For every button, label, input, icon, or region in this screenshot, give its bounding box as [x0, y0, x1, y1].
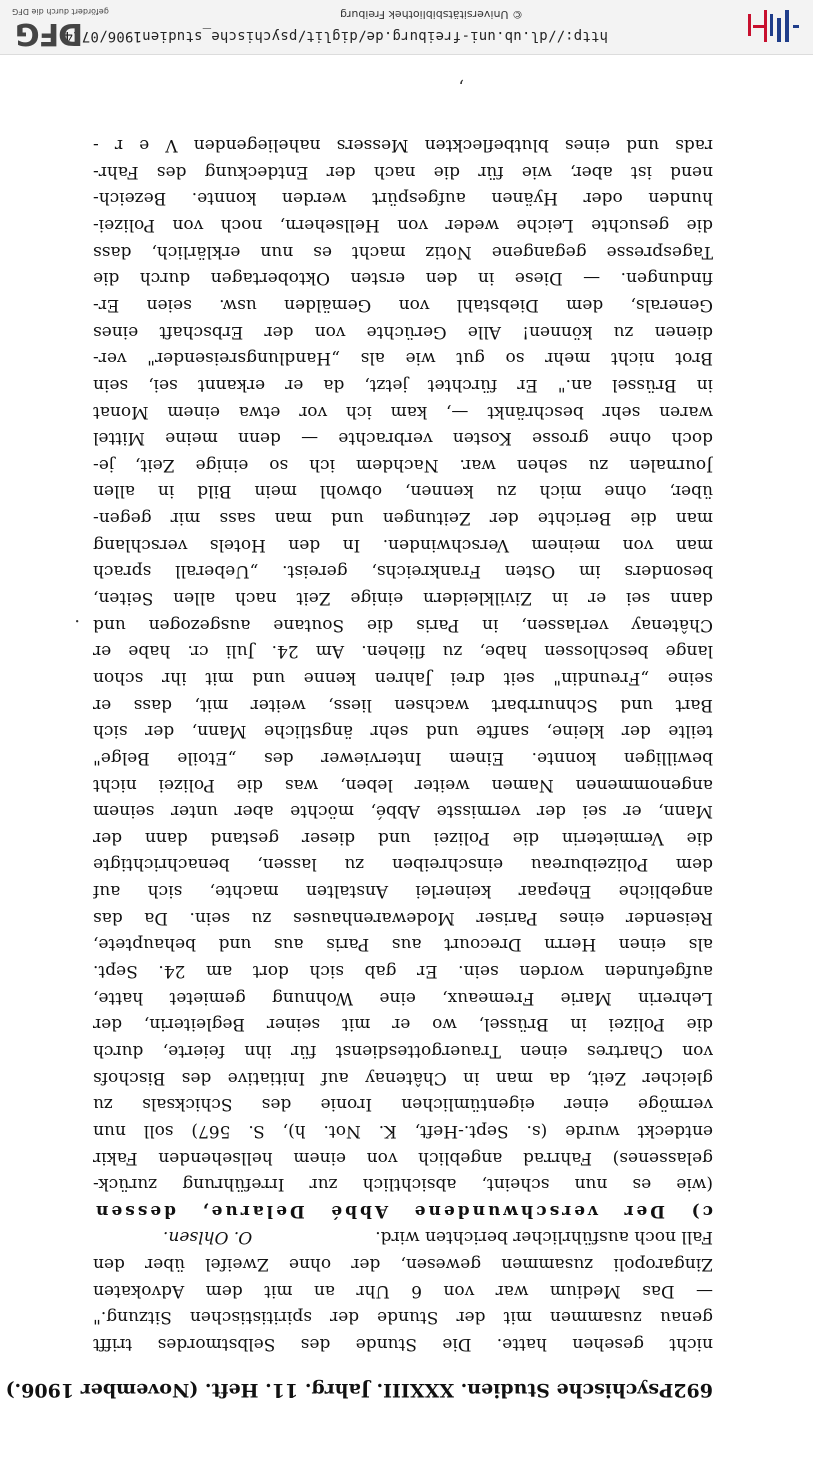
- text-line: seine „Freundin" seit drei Jahren kenne und mit ihr schon: [93, 667, 713, 688]
- dfg-funding-caption: gefördert durch die DFG: [12, 7, 109, 16]
- text-line: Châtenay verlassen, in Paris die Soutane ausgezogen und: [93, 614, 713, 635]
- author-signature: O. Ohlsen.: [163, 1227, 253, 1248]
- text-line: Zingaropoli zusammen gewesen, der ohne Zweifel über den: [93, 1254, 713, 1275]
- text-line: entdeckt wurde (s. Sept.-Heft, K. Not. h), S. 567) soll nun: [93, 1120, 713, 1141]
- dfg-logo-text: DFG: [16, 16, 84, 51]
- text-line: — Das Medium war von 6 Uhr an mit dem Advokaten: [93, 1280, 713, 1301]
- text-line: Lehrerin Marie Fremeaux, eine Wohnung gemietet hatte,: [93, 987, 713, 1008]
- page-body-text: [93, 132, 713, 1357]
- text-line: teilte der kleine, sanfte und sehr ängstliche Mann, der sich: [93, 721, 713, 742]
- dfg-logo-icon[interactable]: [6, 2, 109, 52]
- text-line: besonders im Osten Frankreichs, gereist. „Ueberall sprach: [93, 561, 713, 582]
- text-line: Journalen zu sehen war. Nachdem ich so einige Zeit, je-: [93, 454, 713, 475]
- text-line: dienen zu können! Alle Gerüchte von der Erbschaft eines: [93, 321, 713, 342]
- text-line: die gesuchte Leiche weder von Hellsehern, noch von Polizei-: [93, 215, 713, 236]
- copyright-notice: © Universitätsbibliothek Freiburg: [340, 8, 523, 21]
- text-line: genau zusammen mit der Stunde der spiritistischen Sitzung.": [93, 1307, 713, 1328]
- text-line: Mann, er sei der vermisste Abbé, möchte aber unter seinem: [93, 801, 713, 822]
- text-line-content: Fall noch ausführlicher berichten wird.: [375, 1227, 713, 1248]
- text-line: die Polizei in Brüssel, wo er mit seiner Begleiterin, der: [93, 1014, 713, 1035]
- text-line: hunden oder Hyänen aufgespürt werden konnte. Bezeich-: [93, 188, 713, 209]
- text-line: c) Der verschwundene Abbé Delarue, dessen: [93, 1200, 713, 1221]
- text-line: aufgefunden worden sein. Er gab sich dort am 24. Sept.: [93, 961, 713, 982]
- text-line: rads und eines blutbefleckten Messers naheliegenden V e r -: [93, 135, 713, 156]
- text-line: findungen. — Diese in den ersten Oktobertagen durch die: [93, 268, 713, 289]
- text-line: man von meinem Verschwinden. In den Hotels verschlang: [93, 534, 713, 555]
- text-line: Generals, dem Diebstahl von Gemälden usw. seien Er-: [93, 295, 713, 316]
- text-line: dann sei er in Zivilkleidern einige Zeit nach allen Seiten,: [93, 588, 713, 609]
- scan-speck: ·: [74, 610, 80, 631]
- document-url-link[interactable]: http://dl.ub.uni-freiburg.de/diglit/psychische_studien1906/0714: [64, 28, 608, 44]
- text-line: nend ist aber, wie für die nach der Entdeckung des Fahr-: [93, 161, 713, 182]
- text-line: als einen Herrn Drecourt aus Paris aus und behauptete,: [93, 934, 713, 955]
- text-line: gelassenes) Fahrrad angeblich von einem hellsehenden Fakir: [93, 1147, 713, 1168]
- text-line: man die Berichte der Zeitungen und man sass mir gegen-: [93, 508, 713, 529]
- text-line: lange beschlossen habe, zu fliehen. Am 24. Juli cr. habe er: [93, 641, 713, 662]
- text-line: über, ohne mich zu kennen, obwohl mein Bild in allen: [93, 481, 713, 502]
- text-line: Tagespresse gegangene Notiz macht es nun erklärlich, dass: [93, 241, 713, 262]
- scan-speck: ʼ: [459, 66, 465, 87]
- text-line: die Vermieterin die Polizei und dieser gestand dann der: [93, 827, 713, 848]
- text-line: nicht gesehen hatte. Die Stunde des Selbstmordes trifft: [93, 1334, 713, 1354]
- page-number: 692: [673, 1379, 713, 1401]
- university-logo-icon[interactable]: [743, 6, 803, 46]
- text-line: in Brüssel an." Er fürchtet jetzt, da er erkannt sei, sein: [93, 374, 713, 395]
- text-line: angenommenen Namen weiter leben, was die Polizei nicht: [93, 774, 713, 795]
- text-line: von Chartres einen Trauergottesdienst für ihn feierte, durch: [93, 1040, 713, 1061]
- text-line: Brot nicht mehr so gut wie als „Handlungsreisender" ver-: [93, 348, 713, 369]
- text-line: gleicher Zeit, da man in Châtenay auf Initiative des Bischofs: [93, 1067, 713, 1088]
- text-line: Reisender eines Pariser Modewarenhauses zu sein. Da das: [93, 907, 713, 928]
- text-line: (wie es nun scheint, absichtlich zur Irreführung zurück-: [93, 1174, 713, 1195]
- text-line: bewilligen konnte. Einem Interviewer des „Etoile Belge": [93, 747, 713, 768]
- viewer-footer-bar: [0, 0, 813, 55]
- text-line: waren sehr beschränkt —, kam ich vor etwa einem Monat: [93, 401, 713, 422]
- running-head-title: Psychische Studien. XXXIII. Jahrg. 11. Heft. (November 1906.): [5, 1379, 674, 1401]
- running-header: [5, 1375, 713, 1401]
- text-line: vermöge einer eigentümlichen Ironie des Schicksals zu: [93, 1094, 713, 1115]
- text-line: [93, 1224, 713, 1251]
- text-line: Bart und Schnurrbart wachsen liess, weiter mit, dass er: [93, 694, 713, 715]
- text-line: angebliche Ehepaar keinerlei Anstalten machte, sich auf: [93, 881, 713, 902]
- text-line: dem Polizeibureau einschreiben zu lassen, benachrichtigte: [93, 854, 713, 875]
- text-line: doch ohne grosse Kosten verbrachte — denn meine Mittel: [93, 428, 713, 449]
